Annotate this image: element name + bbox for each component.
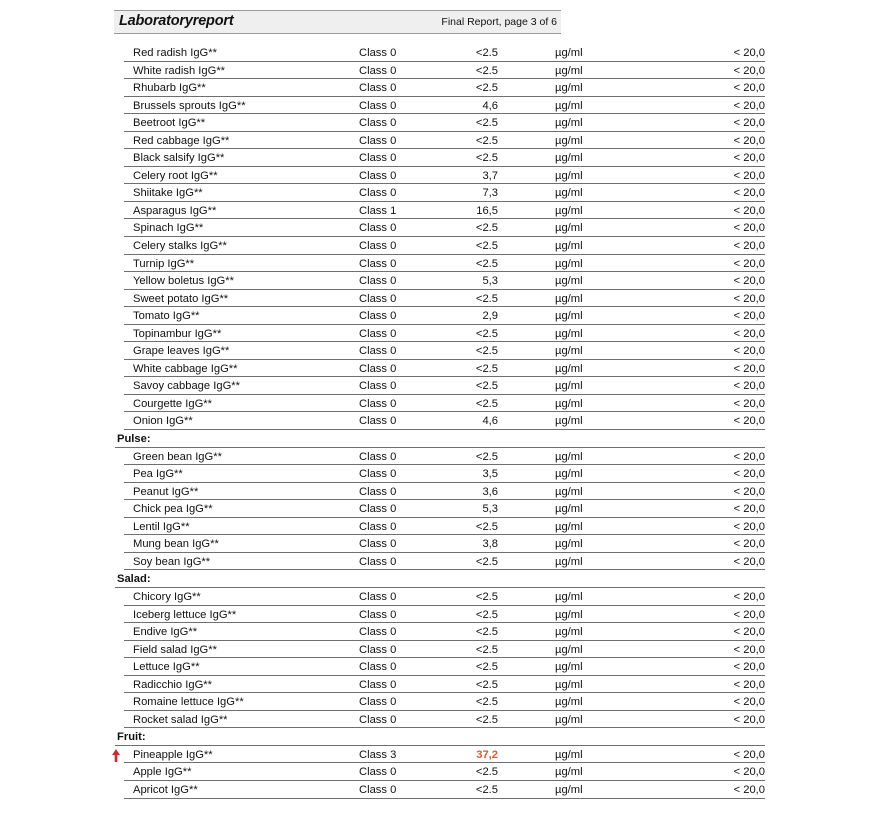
result-unit: µg/ml bbox=[555, 468, 583, 481]
result-value: <2.5 bbox=[475, 222, 498, 235]
result-value: 3,7 bbox=[482, 169, 498, 182]
test-name: Mung bean IgG** bbox=[133, 538, 219, 551]
test-name: Brussels sprouts IgG** bbox=[133, 99, 246, 112]
test-name: Tomato IgG** bbox=[133, 310, 200, 323]
test-name: Red cabbage IgG** bbox=[133, 134, 230, 147]
result-unit: µg/ml bbox=[555, 134, 583, 147]
result-row bbox=[0, 693, 890, 711]
test-name: Green bean IgG** bbox=[133, 450, 222, 463]
result-row bbox=[0, 448, 890, 466]
reference-range: < 20,0 bbox=[733, 415, 765, 428]
result-value: <2.5 bbox=[475, 380, 498, 393]
result-value: 2,9 bbox=[482, 310, 498, 323]
test-name: Grape leaves IgG** bbox=[133, 345, 230, 358]
reference-range: < 20,0 bbox=[733, 292, 765, 305]
test-name: White cabbage IgG** bbox=[133, 362, 238, 375]
reference-range: < 20,0 bbox=[733, 257, 765, 270]
reference-range: < 20,0 bbox=[733, 64, 765, 77]
result-row bbox=[0, 623, 890, 641]
result-class: Class 0 bbox=[359, 292, 397, 305]
test-name: Apricot IgG** bbox=[133, 783, 198, 796]
result-row bbox=[0, 44, 890, 62]
reference-range: < 20,0 bbox=[733, 327, 765, 340]
test-name: Spinach IgG** bbox=[133, 222, 204, 235]
result-value: <2.5 bbox=[475, 327, 498, 340]
result-row bbox=[0, 202, 890, 220]
result-unit: µg/ml bbox=[555, 47, 583, 59]
result-value: <2.5 bbox=[475, 520, 498, 533]
result-row bbox=[0, 746, 890, 764]
result-value: 5,3 bbox=[482, 503, 498, 516]
result-value: <2.5 bbox=[475, 555, 498, 568]
result-value: <2.5 bbox=[475, 240, 498, 253]
result-row bbox=[0, 588, 890, 606]
result-class: Class 0 bbox=[359, 99, 397, 112]
result-value: <2.5 bbox=[475, 292, 498, 305]
test-name: Rocket salad IgG** bbox=[133, 713, 228, 726]
result-class: Class 0 bbox=[359, 64, 397, 77]
test-name: Sweet potato IgG** bbox=[133, 292, 229, 305]
result-row bbox=[0, 763, 890, 781]
reference-range: < 20,0 bbox=[733, 678, 765, 691]
result-unit: µg/ml bbox=[555, 397, 583, 410]
results-table bbox=[0, 44, 890, 799]
reference-range: < 20,0 bbox=[733, 503, 765, 516]
result-row bbox=[0, 342, 890, 360]
result-row bbox=[0, 255, 890, 273]
result-unit: µg/ml bbox=[555, 310, 583, 323]
result-unit: µg/ml bbox=[555, 362, 583, 375]
result-class: Class 0 bbox=[359, 257, 397, 270]
reference-range: < 20,0 bbox=[733, 117, 765, 130]
reference-range: < 20,0 bbox=[733, 538, 765, 551]
result-value: <2.5 bbox=[475, 661, 498, 674]
result-unit: µg/ml bbox=[555, 485, 583, 498]
result-value: 16,5 bbox=[476, 204, 498, 217]
reference-range: < 20,0 bbox=[733, 520, 765, 533]
result-value: 3,6 bbox=[482, 485, 498, 498]
result-unit: µg/ml bbox=[555, 204, 583, 217]
result-value: 5,3 bbox=[482, 275, 498, 288]
test-name: White radish IgG** bbox=[133, 64, 226, 77]
test-name: Onion IgG** bbox=[133, 415, 193, 428]
reference-range: < 20,0 bbox=[733, 362, 765, 375]
reference-range: < 20,0 bbox=[733, 397, 765, 410]
result-unit: µg/ml bbox=[555, 327, 583, 340]
test-name: Field salad IgG** bbox=[133, 643, 217, 656]
result-row bbox=[0, 307, 890, 325]
result-value: <2.5 bbox=[475, 152, 498, 165]
result-row bbox=[0, 184, 890, 202]
result-value: <2.5 bbox=[475, 590, 498, 603]
result-value: <2.5 bbox=[475, 64, 498, 77]
result-value: <2.5 bbox=[475, 783, 498, 796]
result-unit: µg/ml bbox=[555, 415, 583, 428]
result-row bbox=[0, 97, 890, 115]
result-class: Class 0 bbox=[359, 134, 397, 147]
reference-range: < 20,0 bbox=[733, 310, 765, 323]
test-name: Peanut IgG** bbox=[133, 485, 199, 498]
reference-range: < 20,0 bbox=[733, 748, 765, 761]
result-class: Class 0 bbox=[359, 47, 397, 59]
result-class: Class 0 bbox=[359, 468, 397, 481]
section-title: Fruit: bbox=[117, 731, 146, 744]
test-name: Celery root IgG** bbox=[133, 169, 218, 182]
result-unit: µg/ml bbox=[555, 643, 583, 656]
result-unit: µg/ml bbox=[555, 696, 583, 709]
result-unit: µg/ml bbox=[555, 169, 583, 182]
test-name: Apple IgG** bbox=[133, 766, 192, 779]
result-class: Class 0 bbox=[359, 678, 397, 691]
result-class: Class 0 bbox=[359, 520, 397, 533]
result-class: Class 0 bbox=[359, 152, 397, 165]
result-row bbox=[0, 79, 890, 97]
result-class: Class 0 bbox=[359, 362, 397, 375]
test-name: Romaine lettuce IgG** bbox=[133, 696, 244, 709]
test-name: Topinambur IgG** bbox=[133, 327, 222, 340]
reference-range: < 20,0 bbox=[733, 222, 765, 235]
reference-range: < 20,0 bbox=[733, 99, 765, 112]
result-value: <2.5 bbox=[475, 450, 498, 463]
test-name: Chicory IgG** bbox=[133, 590, 201, 603]
test-name: Lentil IgG** bbox=[133, 520, 190, 533]
result-class: Class 0 bbox=[359, 310, 397, 323]
result-unit: µg/ml bbox=[555, 99, 583, 112]
test-name: Pineapple IgG** bbox=[133, 748, 213, 761]
result-row bbox=[0, 132, 890, 150]
result-row bbox=[0, 219, 890, 237]
result-class: Class 0 bbox=[359, 187, 397, 200]
reference-range: < 20,0 bbox=[733, 134, 765, 147]
test-name: Courgette IgG** bbox=[133, 397, 212, 410]
result-unit: µg/ml bbox=[555, 450, 583, 463]
result-value: <2.5 bbox=[475, 134, 498, 147]
reference-range: < 20,0 bbox=[733, 204, 765, 217]
section-header bbox=[0, 430, 890, 448]
result-value: <2.5 bbox=[475, 678, 498, 691]
result-unit: µg/ml bbox=[555, 590, 583, 603]
reference-range: < 20,0 bbox=[733, 661, 765, 674]
reference-range: < 20,0 bbox=[733, 187, 765, 200]
reference-range: < 20,0 bbox=[733, 590, 765, 603]
reference-range: < 20,0 bbox=[733, 380, 765, 393]
result-class: Class 0 bbox=[359, 169, 397, 182]
result-class: Class 0 bbox=[359, 626, 397, 639]
result-row bbox=[0, 483, 890, 501]
result-value: <2.5 bbox=[475, 82, 498, 95]
result-value: <2.5 bbox=[475, 47, 498, 59]
result-class: Class 0 bbox=[359, 380, 397, 393]
result-row bbox=[0, 781, 890, 799]
reference-range: < 20,0 bbox=[733, 450, 765, 463]
result-value: <2.5 bbox=[475, 345, 498, 358]
result-value: 3,8 bbox=[482, 538, 498, 551]
result-row bbox=[0, 167, 890, 185]
result-unit: µg/ml bbox=[555, 187, 583, 200]
result-value: <2.5 bbox=[475, 362, 498, 375]
result-unit: µg/ml bbox=[555, 783, 583, 796]
result-unit: µg/ml bbox=[555, 538, 583, 551]
result-value: 37,2 bbox=[476, 748, 498, 761]
reference-range: < 20,0 bbox=[733, 696, 765, 709]
reference-range: < 20,0 bbox=[733, 643, 765, 656]
result-class: Class 3 bbox=[359, 748, 397, 761]
test-name: Pea IgG** bbox=[133, 468, 183, 481]
result-unit: µg/ml bbox=[555, 608, 583, 621]
result-value: <2.5 bbox=[475, 257, 498, 270]
test-name: Chick pea IgG** bbox=[133, 503, 213, 516]
result-unit: µg/ml bbox=[555, 64, 583, 77]
result-unit: µg/ml bbox=[555, 240, 583, 253]
result-row bbox=[0, 290, 890, 308]
result-row bbox=[0, 377, 890, 395]
result-class: Class 0 bbox=[359, 327, 397, 340]
result-unit: µg/ml bbox=[555, 380, 583, 393]
reference-range: < 20,0 bbox=[733, 82, 765, 95]
section-title: Pulse: bbox=[117, 433, 151, 446]
result-class: Class 0 bbox=[359, 766, 397, 779]
test-name: Red radish IgG** bbox=[133, 47, 217, 59]
reference-range: < 20,0 bbox=[733, 152, 765, 165]
result-unit: µg/ml bbox=[555, 713, 583, 726]
result-row bbox=[0, 518, 890, 536]
result-value: <2.5 bbox=[475, 713, 498, 726]
test-name: Endive IgG** bbox=[133, 626, 198, 639]
test-name: Soy bean IgG** bbox=[133, 555, 211, 568]
result-row bbox=[0, 658, 890, 676]
row-divider bbox=[124, 798, 765, 799]
reference-range: < 20,0 bbox=[733, 345, 765, 358]
result-class: Class 0 bbox=[359, 538, 397, 551]
result-unit: µg/ml bbox=[555, 257, 583, 270]
result-unit: µg/ml bbox=[555, 222, 583, 235]
result-class: Class 0 bbox=[359, 82, 397, 95]
result-row bbox=[0, 676, 890, 694]
result-unit: µg/ml bbox=[555, 626, 583, 639]
test-name: Turnip IgG** bbox=[133, 257, 195, 270]
result-class: Class 0 bbox=[359, 783, 397, 796]
result-unit: µg/ml bbox=[555, 292, 583, 305]
test-name: Shiitake IgG** bbox=[133, 187, 203, 200]
result-row bbox=[0, 395, 890, 413]
brand-part-1: Laboratory bbox=[119, 13, 193, 29]
result-class: Class 0 bbox=[359, 345, 397, 358]
result-unit: µg/ml bbox=[555, 117, 583, 130]
result-value: <2.5 bbox=[475, 117, 498, 130]
result-class: Class 0 bbox=[359, 643, 397, 656]
result-row bbox=[0, 412, 890, 430]
section-header bbox=[0, 728, 890, 746]
result-row bbox=[0, 606, 890, 624]
test-name: Rhubarb IgG** bbox=[133, 82, 206, 95]
reference-range: < 20,0 bbox=[733, 468, 765, 481]
result-row bbox=[0, 325, 890, 343]
result-class: Class 0 bbox=[359, 503, 397, 516]
result-value: 4,6 bbox=[482, 415, 498, 428]
result-row bbox=[0, 711, 890, 729]
result-unit: µg/ml bbox=[555, 152, 583, 165]
result-value: <2.5 bbox=[475, 608, 498, 621]
brand-part-2: report bbox=[192, 13, 234, 29]
reference-range: < 20,0 bbox=[733, 555, 765, 568]
reference-range: < 20,0 bbox=[733, 626, 765, 639]
brand-logo bbox=[119, 13, 233, 29]
page-info: Final Report, page 3 of 6 bbox=[441, 16, 557, 28]
result-value: <2.5 bbox=[475, 397, 498, 410]
result-value: <2.5 bbox=[475, 643, 498, 656]
result-unit: µg/ml bbox=[555, 275, 583, 288]
test-name: Lettuce IgG** bbox=[133, 661, 200, 674]
section-header bbox=[0, 570, 890, 588]
result-value: 4,6 bbox=[482, 99, 498, 112]
result-unit: µg/ml bbox=[555, 555, 583, 568]
result-row bbox=[0, 272, 890, 290]
report-header bbox=[114, 10, 561, 34]
result-class: Class 0 bbox=[359, 397, 397, 410]
result-value: <2.5 bbox=[475, 626, 498, 639]
test-name: Beetroot IgG** bbox=[133, 117, 206, 130]
reference-range: < 20,0 bbox=[733, 485, 765, 498]
result-class: Class 0 bbox=[359, 275, 397, 288]
test-name: Black salsify IgG** bbox=[133, 152, 225, 165]
result-row bbox=[0, 500, 890, 518]
result-unit: µg/ml bbox=[555, 748, 583, 761]
result-class: Class 0 bbox=[359, 240, 397, 253]
test-name: Asparagus IgG** bbox=[133, 204, 217, 217]
result-unit: µg/ml bbox=[555, 678, 583, 691]
reference-range: < 20,0 bbox=[733, 275, 765, 288]
result-class: Class 0 bbox=[359, 713, 397, 726]
test-name: Savoy cabbage IgG** bbox=[133, 380, 240, 393]
result-class: Class 0 bbox=[359, 555, 397, 568]
result-row bbox=[0, 535, 890, 553]
result-class: Class 1 bbox=[359, 204, 397, 217]
reference-range: < 20,0 bbox=[733, 608, 765, 621]
result-class: Class 0 bbox=[359, 450, 397, 463]
result-class: Class 0 bbox=[359, 485, 397, 498]
result-unit: µg/ml bbox=[555, 520, 583, 533]
result-class: Class 0 bbox=[359, 661, 397, 674]
result-class: Class 0 bbox=[359, 590, 397, 603]
result-row bbox=[0, 465, 890, 483]
result-value: <2.5 bbox=[475, 696, 498, 709]
section-title: Salad: bbox=[117, 573, 151, 586]
up-arrow-icon bbox=[112, 749, 120, 762]
test-name: Celery stalks IgG** bbox=[133, 240, 227, 253]
result-value: 3,5 bbox=[482, 468, 498, 481]
result-row bbox=[0, 553, 890, 571]
reference-range: < 20,0 bbox=[733, 47, 765, 59]
reference-range: < 20,0 bbox=[733, 713, 765, 726]
reference-range: < 20,0 bbox=[733, 783, 765, 796]
result-value: <2.5 bbox=[475, 766, 498, 779]
result-unit: µg/ml bbox=[555, 766, 583, 779]
reference-range: < 20,0 bbox=[733, 766, 765, 779]
result-class: Class 0 bbox=[359, 117, 397, 130]
result-unit: µg/ml bbox=[555, 82, 583, 95]
test-name: Iceberg lettuce IgG** bbox=[133, 608, 237, 621]
result-unit: µg/ml bbox=[555, 503, 583, 516]
result-value: 7,3 bbox=[482, 187, 498, 200]
result-class: Class 0 bbox=[359, 222, 397, 235]
reference-range: < 20,0 bbox=[733, 169, 765, 182]
result-row bbox=[0, 149, 890, 167]
test-name: Radicchio IgG** bbox=[133, 678, 212, 691]
result-unit: µg/ml bbox=[555, 345, 583, 358]
result-class: Class 0 bbox=[359, 415, 397, 428]
result-row bbox=[0, 62, 890, 80]
result-row bbox=[0, 360, 890, 378]
result-class: Class 0 bbox=[359, 696, 397, 709]
result-unit: µg/ml bbox=[555, 661, 583, 674]
result-row bbox=[0, 237, 890, 255]
result-row bbox=[0, 641, 890, 659]
reference-range: < 20,0 bbox=[733, 240, 765, 253]
result-row bbox=[0, 114, 890, 132]
result-class: Class 0 bbox=[359, 608, 397, 621]
test-name: Yellow boletus IgG** bbox=[133, 275, 234, 288]
